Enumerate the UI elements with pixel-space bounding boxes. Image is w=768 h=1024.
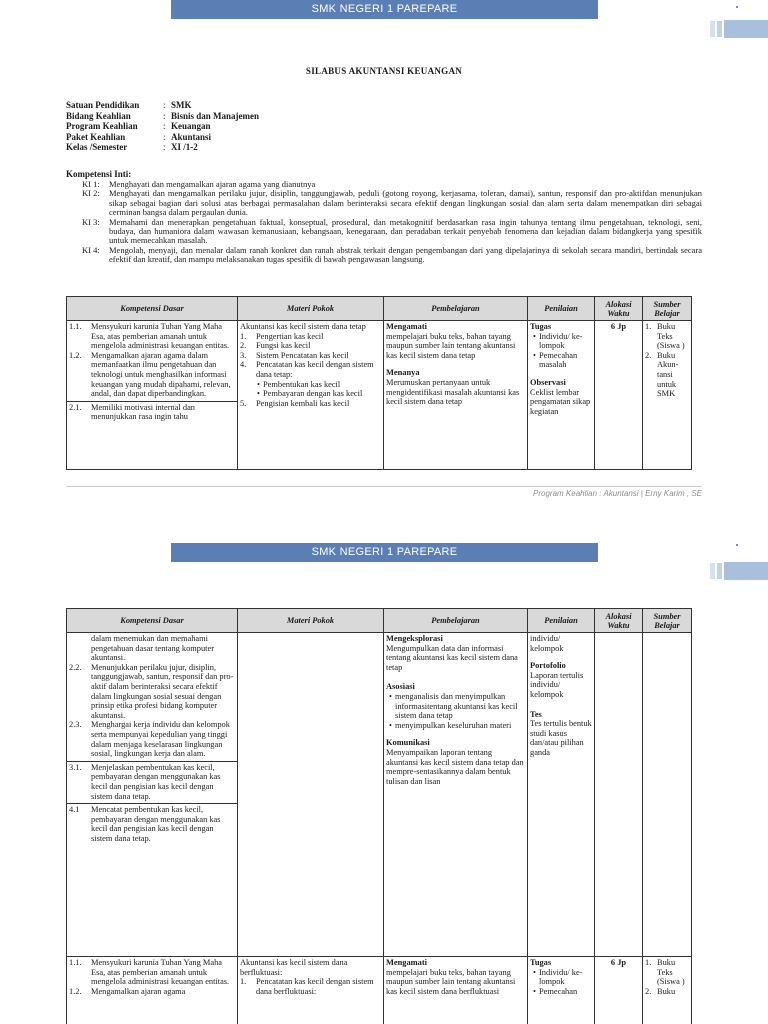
bullet-icon: • [533, 350, 536, 360]
col-header-materi: Materi Pokok [238, 297, 384, 321]
sumber-text: Buku Teks (Siswa ) [657, 322, 685, 351]
materi-text: Sistem Pencatatan kas kecil [256, 350, 349, 360]
kd-text: Mengamalkan ajaran agama dalam memanfaatkan ilmu pengetahuan dan teknologi untuk menghasilkan informasi keuangan yang mudah dipahami, relevan, andal, dan dapat diperbandingkan. [91, 350, 231, 399]
page-footer: Program Keahlian : Akuntansi | Erny Karim , SE [533, 489, 702, 498]
bullet-icon: • [257, 379, 260, 389]
identity-sep: : [163, 121, 166, 132]
sumber-cell [643, 957, 692, 1024]
sumber-text: Buku Akun-tansi untuk SMK [657, 350, 679, 399]
identity-value: SMK [171, 100, 192, 110]
sumber-cell [643, 633, 692, 957]
ki-item [82, 246, 702, 265]
penilaian-cell [528, 957, 595, 1024]
identity-sep: : [163, 100, 166, 110]
identity-key: Bidang Keahlian [66, 110, 131, 121]
ki-text: Mengolah, menyaji, dan menalar dalam ranah konkret dan ranah abstrak terkait dengan pengembangan dari yang dipelajarinya di sekolah secara mandiri, bertindak secara efektif dan kreatif, dan mampu melaksanakan tugas spesifik di bawah pengawasan langsung. [109, 244, 702, 265]
penilaian-cell [528, 321, 595, 470]
materi-number: 5. [240, 398, 247, 408]
ki-label: KI 4: [82, 244, 100, 255]
kd-item [69, 351, 235, 399]
bullet-icon: • [533, 986, 536, 996]
sumber-number: 2. [645, 350, 652, 360]
penilaian-item [530, 987, 592, 997]
materi-number: 4. [240, 360, 247, 370]
identity-key: Satuan Pendidikan [66, 100, 140, 110]
kd-item [67, 401, 237, 422]
table-row [67, 321, 692, 470]
identity-value: Keuangan [171, 121, 211, 132]
kd-text: Menghargai kerja individu dan kelompok serta mempunyai kepedulian yang tinggi dalam menjaga keselarasan lingkungan sosial, lingkungan kerja dan alam. [91, 720, 230, 759]
pembelajaran-item-text: menganalisis dan menyimpulkan informasitentang akuntansi kas kecil sistem dana tetap [395, 691, 518, 721]
kd-text: Memiliki motivasi internal dan menunjukkan rasa ingin tahu [91, 402, 195, 422]
ki-text: Memahami dan menerapkan pengetahuan faktual, konseptual, prosedural, dan metakognitif berdasarkan rasa ingin tahunya tentang ilmu pengetahuan, teknologi, seni, budaya, dan humaniora dalam wawasan kemanusiaan, kebangsaan, kenegaraan, dan peradaban terkait penyebab fenomena dan kejadian dalam bidangkerja yang spesifik untuk memecahkan masalah. [109, 216, 702, 246]
kd-cell [67, 633, 238, 957]
pembelajaran-heading: Mengamati [386, 322, 427, 331]
identity-key: Kelas /Semester [66, 142, 128, 153]
sumber-number: 1. [645, 958, 652, 967]
pembelajaran-item-text: menyimpulkan keseluruhan materi [395, 720, 512, 730]
pembelajaran-text: Mengumpulkan data dan informasi tentang akuntansi kas kecil sistem dana tetap [386, 643, 518, 672]
bullet-icon: • [533, 967, 536, 977]
bullet-icon: • [533, 331, 536, 341]
pembelajaran-text: Merumuskan pertanyaan untuk mengidentifikasi masalah akuntansi kas kecil sistem dana tetap [386, 377, 520, 407]
identity-table [66, 100, 259, 153]
kd-text: Mensyukuri karunia Tuhan Yang Maha Esa, atas pemberian amanah untuk mengelola administrasi keuangan entitas. [91, 958, 230, 987]
penilaian-item [530, 332, 592, 351]
materi-intro: Akuntansi kas kecil sistem dana tetap [240, 322, 366, 331]
alokasi-cell: 6 Jp [595, 321, 643, 470]
kd-item [67, 803, 237, 843]
school-name: SMK NEGERI 1 PAREPARE [311, 546, 458, 558]
penilaian-heading: Portofolio [530, 661, 566, 671]
col-header-alokasi: Alokasi Waktu [595, 609, 643, 633]
col-header-pembelajaran: Pembelajaran [384, 297, 528, 321]
bullet-icon: • [389, 691, 392, 701]
pembelajaran-item [386, 721, 525, 731]
table-row [67, 957, 692, 1024]
school-header-bar [171, 0, 598, 19]
pembelajaran-text: mempelajari buku teks, bahan tayang maupun sumber lain tentang akuntansi kas kecil sistem dana tetap [386, 331, 516, 360]
identity-row [66, 100, 259, 111]
pembelajaran-text: Menyampaikan laporan tentang akuntansi kas kecil sistem dana tetap dan mempre-sentasikannya dalam bentuk tulisan dan lisan [386, 747, 524, 786]
pembelajaran-cell [384, 957, 528, 1024]
document-title: SILABUS AKUNTANSI KEUANGAN [305, 66, 463, 76]
materi-text: Pengertian kas kecil [256, 331, 324, 341]
penilaian-heading: Tes [530, 709, 542, 719]
decorative-dot [736, 544, 738, 546]
kd-item [69, 720, 235, 758]
materi-number: 2. [240, 341, 247, 351]
col-header-materi: Materi Pokok [238, 609, 384, 633]
identity-value: Bisnis dan Manajemen [171, 110, 260, 121]
penilaian-text: individu/ kelompok [530, 634, 564, 653]
materi-number: 3. [240, 350, 247, 360]
materi-item [240, 332, 381, 342]
kd-item [67, 761, 237, 801]
kd-text: dalam menemukan dan memahami pengetahuan dasar tentang komputer akuntansi. [91, 634, 215, 663]
pembelajaran-heading: Asosiasi [386, 682, 415, 692]
identity-key: Program Keahlian [66, 121, 138, 132]
kd-text: Mensyukuri karunia Tuhan Yang Maha Esa, atas pemberian amanah untuk mengelola administrasi keuangan entitas. [91, 322, 230, 351]
kd-number: 1.2. [69, 986, 82, 996]
materi-text: Pencatatan kas kecil dengan sistem dana tetap: [256, 360, 374, 379]
materi-item [240, 351, 381, 361]
sumber-cell [643, 321, 692, 470]
sumber-item [645, 958, 689, 987]
materi-cell [238, 321, 384, 470]
materi-subitem [240, 389, 381, 399]
penilaian-item [530, 968, 592, 987]
penilaian-heading: Observasi [530, 377, 566, 387]
ki-text: Menghayati dan mengamalkan perilaku jujur, disiplin, tanggungjawab, peduli (gotong royong, kerjasama, toleran, damai), santun, responsif dan pro-aktifdan menunjukan sikap sebagai bagian dari solusi atas berbagai permasalahan dalam berinteraksi secara efektif dengan lingkungan sosial dan alam serta dalam menempatkan diri sebagai cerminan bangsa dalam pergaulan dunia. [109, 188, 702, 218]
ki-label: KI 2: [82, 188, 100, 199]
table-header-row [67, 609, 692, 633]
penilaian-text: Ceklist lembar pengamatan sikap kegiatan [530, 387, 591, 416]
identity-row [66, 132, 259, 143]
kd-text: Menjelaskan pembentukan kas kecil, pembayaran dengan menggunakan kas kecil dan pengisian kas kecil dengan sistem dana tetap. [91, 762, 221, 801]
pembelajaran-heading: Menanya [386, 368, 420, 378]
penilaian-item-text: Individu/ ke-lompok [539, 331, 583, 351]
col-header-sumber: Sumber Belajar [643, 609, 692, 633]
kd-cell [67, 321, 238, 470]
identity-sep: : [163, 142, 166, 153]
penilaian-item [530, 351, 592, 370]
table-row [67, 633, 692, 957]
kd-text: Mencatat pembentukan kas kecil, pembayaran dengan menggunakan kas kecil dan pengisian kas kecil dengan sistem dana tetap. [91, 805, 221, 843]
kd-text: Mengamalkan ajaran agama [91, 986, 186, 996]
kd-number: 1.1. [69, 958, 82, 967]
penilaian-item-text: Pemecahan masalah [539, 350, 578, 370]
syllabus-table-2 [66, 608, 692, 1024]
penilaian-item-text: Individu/ ke-lompok [539, 967, 583, 987]
materi-item [240, 399, 381, 409]
bullet-icon: • [257, 389, 260, 399]
decorative-arrow-icon [710, 18, 768, 40]
materi-item [240, 341, 381, 351]
ki-label: KI 1: [82, 179, 100, 189]
identity-sep: : [163, 131, 166, 142]
kd-item [69, 987, 235, 997]
col-header-alokasi: Alokasi Waktu [595, 297, 643, 321]
ki-label: KI 3: [82, 216, 100, 227]
col-header-kompetensi: Kompetensi Dasar [67, 297, 238, 321]
pembelajaran-heading: Mengeksplorasi [386, 634, 443, 643]
kd-number: 2.2. [69, 662, 82, 672]
sumber-item [645, 987, 689, 997]
sumber-number: 1. [645, 322, 652, 331]
materi-intro: Akuntansi kas kecil sistem dana berfluktuasi: [240, 958, 348, 977]
materi-subitem-text: Pembentukan kas kecil [263, 379, 341, 389]
ki-list [82, 180, 702, 265]
alokasi-cell [595, 633, 643, 957]
penilaian-heading: Tugas [530, 958, 552, 967]
materi-item [240, 977, 381, 996]
sumber-text: Buku Teks (Siswa ) [657, 958, 685, 987]
col-header-sumber: Sumber Belajar [643, 297, 692, 321]
materi-item [240, 360, 381, 379]
col-header-penilaian: Penilaian [528, 297, 595, 321]
col-header-kompetensi: Kompetensi Dasar [67, 609, 238, 633]
kd-item [69, 322, 235, 351]
school-name: SMK NEGERI 1 PAREPARE [311, 3, 458, 15]
footer-rule [66, 486, 702, 487]
penilaian-text: Tes tertulis bentuk studi kasus dan/atau pilihan ganda [530, 719, 592, 757]
materi-text: Pencatatan kas kecil dengan sistem dana berfluktuasi: [256, 977, 374, 996]
ki-heading: Kompetensi Inti: [66, 169, 132, 179]
pembelajaran-text: mempelajari buku teks, bahan tayang maupun sumber lain tentang akuntansi kas kecil sistem dana berfluktuasi [386, 967, 516, 996]
pembelajaran-heading: Komunikasi [386, 738, 430, 748]
materi-text: Fungsi kas kecil [256, 341, 311, 351]
kd-number: 2.3. [69, 720, 82, 730]
kd-number: 2.1. [69, 402, 82, 412]
materi-subitem [240, 380, 381, 390]
identity-row [66, 111, 259, 122]
materi-number: 1. [240, 977, 247, 987]
ki-text: Menghayati dan mengamalkan ajaran agama yang dianutnya [109, 179, 316, 189]
penilaian-text: Laporan tertulis individu/ kelompok [530, 670, 584, 699]
kd-number: 4.1 [69, 805, 80, 815]
bullet-icon: • [389, 720, 392, 730]
sumber-item [645, 322, 689, 351]
materi-subitem-text: Pembayaran dengan kas kecil [263, 389, 363, 399]
penilaian-heading: Tugas [530, 322, 552, 331]
kd-number: 1.1. [69, 322, 82, 331]
identity-value: XI /1-2 [171, 142, 198, 153]
kd-number: 1.2. [69, 350, 82, 360]
decorative-arrow-icon [710, 560, 768, 582]
table-header-row [67, 297, 692, 321]
kd-cell [67, 957, 238, 1024]
pembelajaran-cell [384, 321, 528, 470]
kd-item [69, 663, 235, 721]
materi-cell [238, 957, 384, 1024]
materi-number: 1. [240, 331, 247, 341]
school-header-bar [171, 543, 598, 562]
identity-value: Akuntansi [171, 131, 212, 142]
syllabus-table-1 [66, 296, 692, 470]
identity-sep: : [163, 110, 166, 121]
pembelajaran-heading: Mengamati [386, 958, 427, 967]
identity-key: Paket Keahlian [66, 131, 126, 142]
materi-cell [238, 633, 384, 957]
pembelajaran-item [386, 692, 525, 721]
col-header-penilaian: Penilaian [528, 609, 595, 633]
identity-row [66, 121, 259, 132]
sumber-number: 2. [645, 986, 652, 996]
materi-text: Pengisian kembali kas kecil [256, 398, 350, 408]
kd-item [69, 958, 235, 987]
pembelajaran-cell [384, 633, 528, 957]
decorative-dot [736, 6, 738, 8]
penilaian-cell [528, 633, 595, 957]
sumber-text: Buku [657, 986, 676, 996]
kd-number: 3.1. [69, 762, 82, 772]
ki-item [82, 189, 702, 217]
identity-row [66, 142, 259, 153]
sumber-item [645, 351, 689, 399]
penilaian-item-text: Pemecahan [539, 986, 578, 996]
alokasi-cell: 6 Jp [595, 957, 643, 1024]
kd-text: Menunjukkan perilaku jujur, disiplin, tanggungjawab, santun, responsif dan pro-aktif dalam berinteraksi secara efektif dalam lingkungan sosial sesuai dengan prinsip etika profesi bidang komputer akuntansi. [91, 662, 234, 720]
ki-item [82, 218, 702, 246]
col-header-pembelajaran: Pembelajaran [384, 609, 528, 633]
